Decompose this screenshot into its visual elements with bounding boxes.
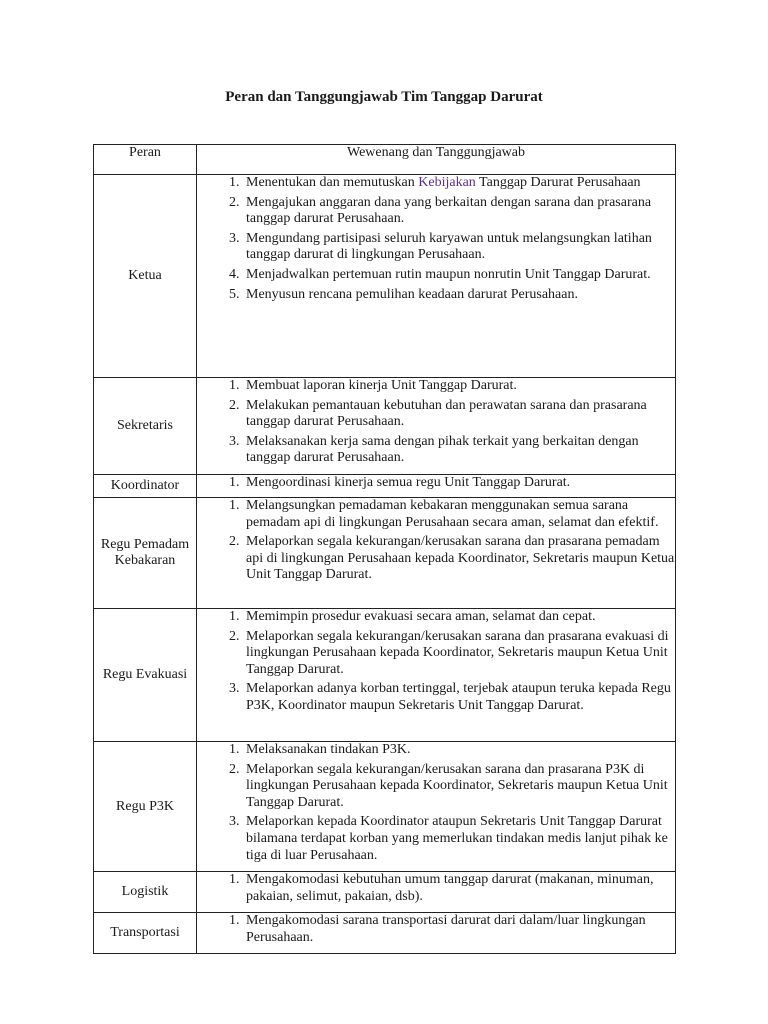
table-row <box>94 913 676 954</box>
table-header-row <box>94 145 676 175</box>
duty-item: 5. Menyusun rencana pemulihan keadaan darurat Perusahaan. <box>243 287 675 304</box>
table-row <box>94 742 676 872</box>
kebijakan-link[interactable]: Kebijakan <box>418 175 476 190</box>
table-row <box>94 175 676 378</box>
role-cell: Regu Pemadam Kebakaran <box>94 498 197 609</box>
duty-list <box>197 609 675 715</box>
duty-item: 1. Melaksanakan tindakan P3K. <box>243 742 675 759</box>
duty-item: 1. Melangsungkan pemadaman kebakaran menggunakan semua sarana pemadam api di lingkungan Perusahaan secara aman, selamat dan efektif. <box>243 498 675 531</box>
role-cell: Logistik <box>94 872 197 913</box>
role-cell: Koordinator <box>94 475 197 498</box>
duty-item <box>243 175 675 192</box>
duty-item: 1. Membuat laporan kinerja Unit Tanggap Darurat. <box>243 378 675 395</box>
duty-item: 1. Mengakomodasi kebutuhan umum tanggap darurat (makanan, minuman, pakaian, selimut, pakaian, dsb). <box>243 872 675 905</box>
duties-cell <box>197 378 676 475</box>
duty-item: 3. Mengundang partisipasi seluruh karyawan untuk melangsungkan latihan tanggap darurat di lingkungan Perusahaan. <box>243 231 675 264</box>
duties-cell <box>197 742 676 872</box>
role-cell: Ketua <box>94 175 197 378</box>
duty-item: 4. Menjadwalkan pertemuan rutin maupun nonrutin Unit Tanggap Darurat. <box>243 267 675 284</box>
role-cell: Regu P3K <box>94 742 197 872</box>
table-row <box>94 475 676 498</box>
duty-list <box>197 498 675 584</box>
duty-list <box>197 913 675 946</box>
role-cell: Sekretaris <box>94 378 197 475</box>
duty-item: 1. Memimpin prosedur evakuasi secara aman, selamat dan cepat. <box>243 609 675 626</box>
duty-text: Tanggap Darurat Perusahaan <box>479 175 641 190</box>
duty-list <box>197 872 675 905</box>
duty-list <box>197 175 675 303</box>
duty-list <box>197 742 675 864</box>
duty-list <box>197 378 675 467</box>
duty-item: 2. Mengajukan anggaran dana yang berkaitan dengan sarana dan prasarana tanggap darurat Perusahaan. <box>243 195 675 228</box>
duty-item: 2. Melaporkan segala kekurangan/kerusakan sarana dan prasarana pemadam api di lingkungan Perusahaan kepada Koordinator, Sekretaris maupun Ketua Unit Tanggap Darurat. <box>243 534 675 584</box>
duty-item: 3. Melaporkan adanya korban tertinggal, terjebak ataupun teruka kepada Regu P3K, Koordinator maupun Sekretaris Unit Tanggap Darurat. <box>243 681 675 714</box>
table-row <box>94 609 676 742</box>
header-duties: Wewenang dan Tanggungjawab <box>197 145 676 175</box>
duties-cell <box>197 913 676 954</box>
duty-item: 3. Melaksanakan kerja sama dengan pihak terkait yang berkaitan dengan tanggap darurat Perusahaan. <box>243 434 675 467</box>
duty-item: 2. Melaporkan segala kekurangan/kerusakan sarana dan prasarana evakuasi di lingkungan Perusahaan kepada Koordinator, Sekretaris maupun Ketua Unit Tanggap Darurat. <box>243 629 675 679</box>
duty-item: 2. Melaporkan segala kekurangan/kerusakan sarana dan prasarana P3K di lingkungan Perusahaan kepada Koordinator, Sekretaris maupun Ketua Unit Tanggap Darurat. <box>243 762 675 812</box>
table-row <box>94 378 676 475</box>
role-cell: Regu Evakuasi <box>94 609 197 742</box>
table-row <box>94 872 676 913</box>
header-role: Peran <box>94 145 197 175</box>
duty-item: 2. Melakukan pemantauan kebutuhan dan perawatan sarana dan prasarana tanggap darurat Perusahaan. <box>243 398 675 431</box>
duties-cell <box>197 498 676 609</box>
page-title: Peran dan Tanggungjawab Tim Tanggap Darurat <box>225 89 543 105</box>
duty-item: 1. Mengakomodasi sarana transportasi darurat dari dalam/luar lingkungan Perusahaan. <box>243 913 675 946</box>
duty-item: 1. Mengoordinasi kinerja semua regu Unit Tanggap Darurat. <box>243 475 675 492</box>
duties-cell <box>197 872 676 913</box>
duties-cell <box>197 175 676 378</box>
duties-cell <box>197 609 676 742</box>
duty-item: 3. Melaporkan kepada Koordinator ataupun Sekretaris Unit Tanggap Darurat bilamana terdapat korban yang memerlukan tindakan medis lanjut pihak ke tiga di luar Perusahaan. <box>243 814 675 864</box>
role-cell: Transportasi <box>94 913 197 954</box>
roles-table <box>93 144 676 954</box>
duty-list <box>197 475 675 492</box>
duties-cell <box>197 475 676 498</box>
table-row <box>94 498 676 609</box>
duty-text: Menentukan dan memutuskan <box>246 175 415 190</box>
